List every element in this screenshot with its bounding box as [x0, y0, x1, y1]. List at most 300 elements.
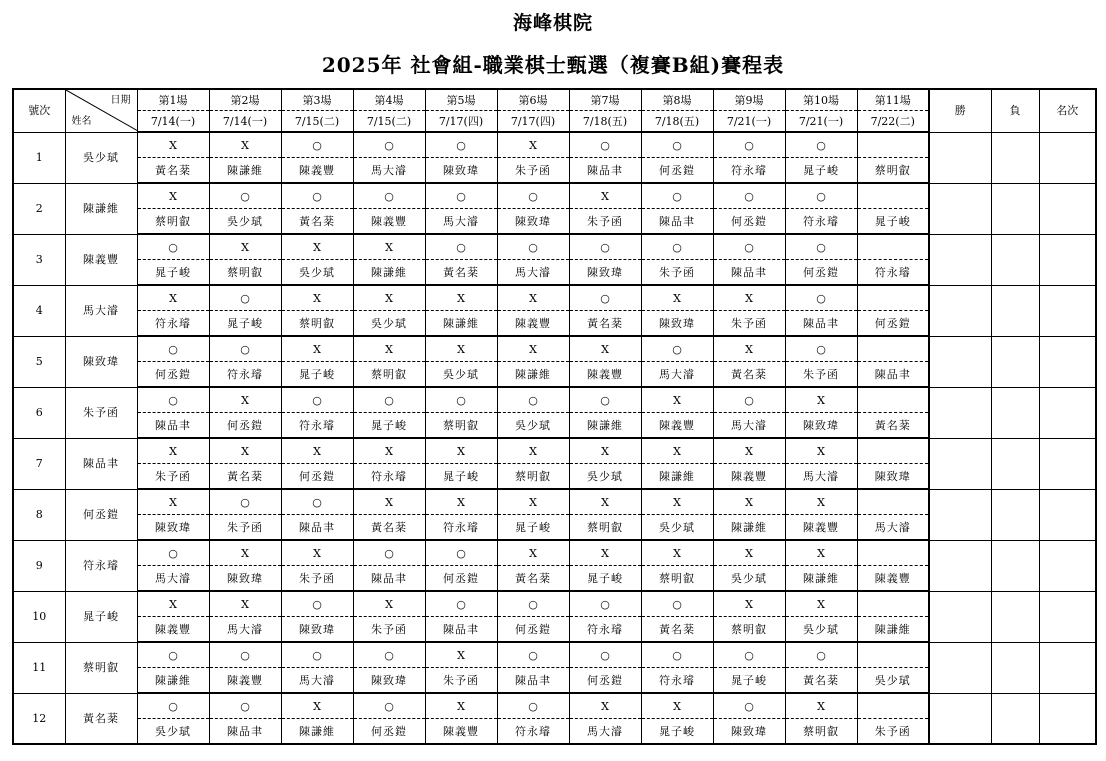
rank-cell [1039, 489, 1096, 540]
match-result: X [209, 540, 281, 566]
wins-cell [929, 132, 991, 183]
match-result: X [785, 438, 857, 464]
opponent-name: 晁子峻 [137, 260, 209, 286]
match-result: ○ [641, 642, 713, 668]
opponent-name: 陳義豐 [497, 311, 569, 337]
opponent-name: 晁子峻 [209, 311, 281, 337]
match-result: ○ [785, 132, 857, 158]
opponent-name: 吳少珷 [857, 668, 929, 694]
player-result-row [13, 387, 1096, 413]
match-result: X [281, 540, 353, 566]
match-result: X [137, 438, 209, 464]
opponent-name: 何丞鎧 [137, 362, 209, 388]
opponent-name: 陳謙維 [569, 413, 641, 439]
opponent-name: 朱予函 [209, 515, 281, 541]
opponent-name: 馬大濬 [425, 209, 497, 235]
match-result: X [281, 693, 353, 719]
opponent-name: 陳致瑋 [425, 158, 497, 184]
player-name: 黃名棻 [65, 693, 137, 744]
opponent-name: 馬大濬 [137, 566, 209, 592]
player-name: 吳少珷 [65, 132, 137, 183]
opponent-name: 馬大濬 [857, 515, 929, 541]
rank-cell [1039, 336, 1096, 387]
rank-cell [1039, 183, 1096, 234]
match-result: ○ [713, 132, 785, 158]
opponent-name: 陳義豐 [569, 362, 641, 388]
opponent-name: 陳品聿 [137, 413, 209, 439]
match-result: ○ [497, 693, 569, 719]
round-header: 第2場 [209, 89, 281, 111]
match-result [857, 132, 929, 158]
round-header: 第8場 [641, 89, 713, 111]
match-result: ○ [497, 387, 569, 413]
opponent-name: 黃名棻 [569, 311, 641, 337]
match-result: ○ [641, 234, 713, 260]
opponent-name: 朱予函 [713, 311, 785, 337]
player-name: 晁子峻 [65, 591, 137, 642]
opponent-name: 符永璿 [713, 158, 785, 184]
match-result: ○ [497, 642, 569, 668]
player-name: 馬大濬 [65, 285, 137, 336]
losses-cell [991, 285, 1039, 336]
match-result: ○ [497, 591, 569, 617]
player-name: 陳謙維 [65, 183, 137, 234]
opponent-name: 吳少珷 [137, 719, 209, 745]
opponent-name: 吳少珷 [281, 260, 353, 286]
opponent-name: 晁子峻 [713, 668, 785, 694]
match-result: X [641, 540, 713, 566]
match-result: X [497, 489, 569, 515]
match-result: X [281, 336, 353, 362]
match-result: X [713, 540, 785, 566]
match-result: ○ [785, 336, 857, 362]
opponent-name: 晁子峻 [641, 719, 713, 745]
match-result [857, 183, 929, 209]
match-result: X [353, 336, 425, 362]
opponent-name: 何丞鎧 [281, 464, 353, 490]
opponent-name: 朱予函 [137, 464, 209, 490]
match-result: X [641, 387, 713, 413]
losses-cell [991, 540, 1039, 591]
opponent-name: 符永璿 [137, 311, 209, 337]
no-header: 號次 [13, 89, 65, 132]
opponent-name: 朱予函 [785, 362, 857, 388]
round-header: 第7場 [569, 89, 641, 111]
match-result: X [209, 132, 281, 158]
match-result: ○ [281, 387, 353, 413]
match-result: X [569, 540, 641, 566]
match-result: ○ [713, 642, 785, 668]
match-result: X [137, 285, 209, 311]
match-result: X [641, 693, 713, 719]
losses-cell [991, 234, 1039, 285]
player-result-row [13, 438, 1096, 464]
opponent-name: 黃名棻 [785, 668, 857, 694]
opponent-name: 陳義豐 [209, 668, 281, 694]
match-result: X [713, 336, 785, 362]
match-result: X [569, 183, 641, 209]
opponent-name: 馬大濬 [209, 617, 281, 643]
round-header: 第1場 [137, 89, 209, 111]
match-result: X [353, 438, 425, 464]
opponent-name: 陳致瑋 [209, 566, 281, 592]
round-header: 第3場 [281, 89, 353, 111]
rank-cell [1039, 387, 1096, 438]
wins-cell [929, 183, 991, 234]
player-result-row [13, 540, 1096, 566]
match-result: ○ [137, 336, 209, 362]
match-result: X [137, 183, 209, 209]
opponent-name: 陳謙維 [209, 158, 281, 184]
losses-cell [991, 336, 1039, 387]
player-result-row [13, 336, 1096, 362]
opponent-name: 陳謙維 [353, 260, 425, 286]
opponent-name: 晁子峻 [353, 413, 425, 439]
losses-cell [991, 693, 1039, 744]
match-result: X [353, 489, 425, 515]
match-result: ○ [353, 387, 425, 413]
opponent-name: 馬大濬 [713, 413, 785, 439]
match-result: X [641, 438, 713, 464]
match-result: X [425, 438, 497, 464]
match-result: X [497, 336, 569, 362]
opponent-name: 符永璿 [497, 719, 569, 745]
opponent-name: 符永璿 [353, 464, 425, 490]
opponent-name: 馬大濬 [785, 464, 857, 490]
opponent-name: 陳致瑋 [353, 668, 425, 694]
opponent-name: 何丞鎧 [497, 617, 569, 643]
player-number: 4 [13, 285, 65, 336]
player-number: 1 [13, 132, 65, 183]
wins-cell [929, 540, 991, 591]
rank-cell [1039, 693, 1096, 744]
match-result: X [785, 693, 857, 719]
match-result [857, 591, 929, 617]
opponent-name: 黃名棻 [281, 209, 353, 235]
match-result: ○ [137, 387, 209, 413]
match-result: ○ [209, 642, 281, 668]
round-date: 7/14(一) [137, 111, 209, 133]
opponent-name: 符永璿 [209, 362, 281, 388]
opponent-name: 陳品聿 [785, 311, 857, 337]
opponent-name: 符永璿 [281, 413, 353, 439]
organization-title: 海峰棋院 [512, 12, 593, 34]
match-result [857, 438, 929, 464]
opponent-name: 陳品聿 [641, 209, 713, 235]
match-result: X [209, 438, 281, 464]
opponent-name: 陳謙維 [857, 617, 929, 643]
losses-cell [991, 642, 1039, 693]
round-header: 第9場 [713, 89, 785, 111]
opponent-name: 陳義豐 [137, 617, 209, 643]
match-result [857, 489, 929, 515]
match-result: ○ [569, 591, 641, 617]
opponent-name: 朱予函 [569, 209, 641, 235]
match-result: ○ [569, 132, 641, 158]
wins-cell [929, 387, 991, 438]
match-result: ○ [425, 540, 497, 566]
opponent-name: 吳少珷 [353, 311, 425, 337]
round-date: 7/15(二) [281, 111, 353, 133]
opponent-name: 陳義豐 [857, 566, 929, 592]
opponent-name: 何丞鎧 [713, 209, 785, 235]
opponent-name: 蔡明叡 [281, 311, 353, 337]
losses-cell [991, 489, 1039, 540]
opponent-name: 陳致瑋 [137, 515, 209, 541]
opponent-name: 陳義豐 [713, 464, 785, 490]
opponent-name: 晁子峻 [281, 362, 353, 388]
opponent-name: 蔡明叡 [353, 362, 425, 388]
match-result: X [569, 336, 641, 362]
match-result: ○ [425, 387, 497, 413]
losses-cell [991, 438, 1039, 489]
opponent-name: 符永璿 [425, 515, 497, 541]
player-number: 10 [13, 591, 65, 642]
match-result: X [569, 489, 641, 515]
player-result-row [13, 132, 1096, 158]
opponent-name: 陳致瑋 [857, 464, 929, 490]
match-result: X [281, 438, 353, 464]
player-number: 6 [13, 387, 65, 438]
round-date: 7/22(二) [857, 111, 929, 133]
match-result: ○ [785, 183, 857, 209]
opponent-name: 陳致瑋 [785, 413, 857, 439]
opponent-name: 陳謙維 [497, 362, 569, 388]
loss-header: 負 [991, 89, 1039, 132]
opponent-name: 符永璿 [569, 617, 641, 643]
match-result: X [425, 489, 497, 515]
wins-cell [929, 285, 991, 336]
opponent-name: 黃名棻 [209, 464, 281, 490]
round-date: 7/21(一) [785, 111, 857, 133]
match-result [857, 285, 929, 311]
opponent-name: 陳品聿 [353, 566, 425, 592]
round-header: 第11場 [857, 89, 929, 111]
match-result [857, 693, 929, 719]
match-result: ○ [353, 693, 425, 719]
opponent-name: 馬大濬 [353, 158, 425, 184]
opponent-name: 蔡明叡 [569, 515, 641, 541]
opponent-name: 蔡明叡 [425, 413, 497, 439]
match-result: X [713, 285, 785, 311]
round-date: 7/15(二) [353, 111, 425, 133]
match-result: ○ [569, 642, 641, 668]
match-result [857, 234, 929, 260]
round-date: 7/18(五) [569, 111, 641, 133]
opponent-name: 黃名棻 [713, 362, 785, 388]
match-result: X [569, 438, 641, 464]
opponent-name: 陳致瑋 [713, 719, 785, 745]
match-result: X [569, 693, 641, 719]
rank-cell [1039, 591, 1096, 642]
match-result: ○ [209, 285, 281, 311]
match-result: X [497, 540, 569, 566]
player-name: 符永璿 [65, 540, 137, 591]
player-number: 8 [13, 489, 65, 540]
opponent-name: 吳少珷 [713, 566, 785, 592]
round-header: 第5場 [425, 89, 497, 111]
player-name: 陳義豐 [65, 234, 137, 285]
opponent-name: 蔡明叡 [209, 260, 281, 286]
player-number: 12 [13, 693, 65, 744]
wins-cell [929, 336, 991, 387]
opponent-name: 朱予函 [425, 668, 497, 694]
opponent-name: 符永璿 [857, 260, 929, 286]
match-result: ○ [569, 234, 641, 260]
match-result: ○ [497, 183, 569, 209]
match-result: ○ [641, 132, 713, 158]
opponent-name: 馬大濬 [497, 260, 569, 286]
opponent-name: 晁子峻 [497, 515, 569, 541]
match-result: ○ [641, 336, 713, 362]
opponent-name: 陳謙維 [713, 515, 785, 541]
player-result-row [13, 489, 1096, 515]
opponent-name: 符永璿 [641, 668, 713, 694]
opponent-name: 蔡明叡 [641, 566, 713, 592]
match-result: ○ [785, 234, 857, 260]
rank-cell [1039, 540, 1096, 591]
opponent-name: 晁子峻 [425, 464, 497, 490]
match-result: ○ [425, 591, 497, 617]
match-result [857, 642, 929, 668]
opponent-name: 陳謙維 [641, 464, 713, 490]
opponent-name: 黃名棻 [497, 566, 569, 592]
player-number: 11 [13, 642, 65, 693]
rank-cell [1039, 132, 1096, 183]
match-result: X [713, 489, 785, 515]
wins-cell [929, 438, 991, 489]
player-name: 陳致瑋 [65, 336, 137, 387]
match-result: X [353, 234, 425, 260]
match-result: ○ [641, 183, 713, 209]
rank-cell [1039, 285, 1096, 336]
match-result: X [137, 591, 209, 617]
opponent-name: 陳品聿 [209, 719, 281, 745]
opponent-name: 朱予函 [497, 158, 569, 184]
match-result: ○ [785, 642, 857, 668]
round-date: 7/17(四) [425, 111, 497, 133]
player-result-row [13, 642, 1096, 668]
round-date: 7/18(五) [641, 111, 713, 133]
match-result: ○ [137, 693, 209, 719]
opponent-name: 晁子峻 [569, 566, 641, 592]
match-result: X [209, 234, 281, 260]
rank-header: 名次 [1039, 89, 1096, 132]
opponent-name: 陳謙維 [281, 719, 353, 745]
opponent-name: 吳少珷 [641, 515, 713, 541]
match-result: X [641, 489, 713, 515]
match-result: ○ [137, 642, 209, 668]
player-name: 陳品聿 [65, 438, 137, 489]
player-number: 3 [13, 234, 65, 285]
name-header-label: 姓名 [71, 115, 92, 127]
losses-cell [991, 387, 1039, 438]
round-header: 第6場 [497, 89, 569, 111]
opponent-name: 馬大濬 [281, 668, 353, 694]
opponent-name: 吳少珷 [785, 617, 857, 643]
opponent-name: 陳致瑋 [641, 311, 713, 337]
opponent-name: 陳義豐 [425, 719, 497, 745]
page-title: 2025年 社會組-職業棋士甄選（複賽B組)賽程表 [321, 53, 785, 77]
wins-cell [929, 489, 991, 540]
player-number: 7 [13, 438, 65, 489]
opponent-name: 蔡明叡 [785, 719, 857, 745]
player-name: 何丞鎧 [65, 489, 137, 540]
win-header: 勝 [929, 89, 991, 132]
losses-cell [991, 591, 1039, 642]
match-result: ○ [713, 693, 785, 719]
round-header: 第10場 [785, 89, 857, 111]
corner-header [65, 89, 137, 132]
match-result: X [425, 336, 497, 362]
match-result: X [209, 387, 281, 413]
player-result-row [13, 591, 1096, 617]
match-result: ○ [497, 234, 569, 260]
match-result: ○ [569, 285, 641, 311]
match-result: ○ [209, 183, 281, 209]
match-result: X [137, 132, 209, 158]
opponent-name: 陳致瑋 [281, 617, 353, 643]
match-result: X [785, 591, 857, 617]
opponent-name: 陳義豐 [641, 413, 713, 439]
opponent-name: 朱予函 [641, 260, 713, 286]
losses-cell [991, 183, 1039, 234]
opponent-name: 蔡明叡 [497, 464, 569, 490]
match-result: ○ [353, 132, 425, 158]
opponent-name: 陳品聿 [497, 668, 569, 694]
opponent-name: 吳少珷 [569, 464, 641, 490]
opponent-name: 蔡明叡 [137, 209, 209, 235]
match-result: X [785, 540, 857, 566]
match-result: ○ [353, 183, 425, 209]
header-row-rounds [13, 89, 1096, 111]
match-result: X [209, 591, 281, 617]
opponent-name: 黃名棻 [137, 158, 209, 184]
opponent-name: 陳義豐 [353, 209, 425, 235]
wins-cell [929, 234, 991, 285]
match-result: X [497, 438, 569, 464]
match-result: ○ [281, 642, 353, 668]
opponent-name: 何丞鎧 [209, 413, 281, 439]
player-result-row [13, 234, 1096, 260]
round-date: 7/17(四) [497, 111, 569, 133]
opponent-name: 吳少珷 [497, 413, 569, 439]
match-result: X [281, 285, 353, 311]
schedule-table [12, 88, 1097, 745]
round-date: 7/14(一) [209, 111, 281, 133]
round-header: 第4場 [353, 89, 425, 111]
rank-cell [1039, 438, 1096, 489]
opponent-name: 何丞鎧 [785, 260, 857, 286]
opponent-name: 陳品聿 [569, 158, 641, 184]
opponent-name: 朱予函 [857, 719, 929, 745]
rank-cell [1039, 234, 1096, 285]
opponent-name: 蔡明叡 [857, 158, 929, 184]
opponent-name: 符永璿 [785, 209, 857, 235]
match-result: ○ [713, 183, 785, 209]
wins-cell [929, 693, 991, 744]
player-number: 9 [13, 540, 65, 591]
opponent-name: 陳品聿 [425, 617, 497, 643]
match-result: X [713, 438, 785, 464]
wins-cell [929, 591, 991, 642]
match-result: ○ [281, 183, 353, 209]
opponent-name: 吳少珷 [209, 209, 281, 235]
match-result: ○ [425, 132, 497, 158]
opponent-name: 何丞鎧 [569, 668, 641, 694]
match-result: ○ [785, 285, 857, 311]
match-result: X [281, 234, 353, 260]
